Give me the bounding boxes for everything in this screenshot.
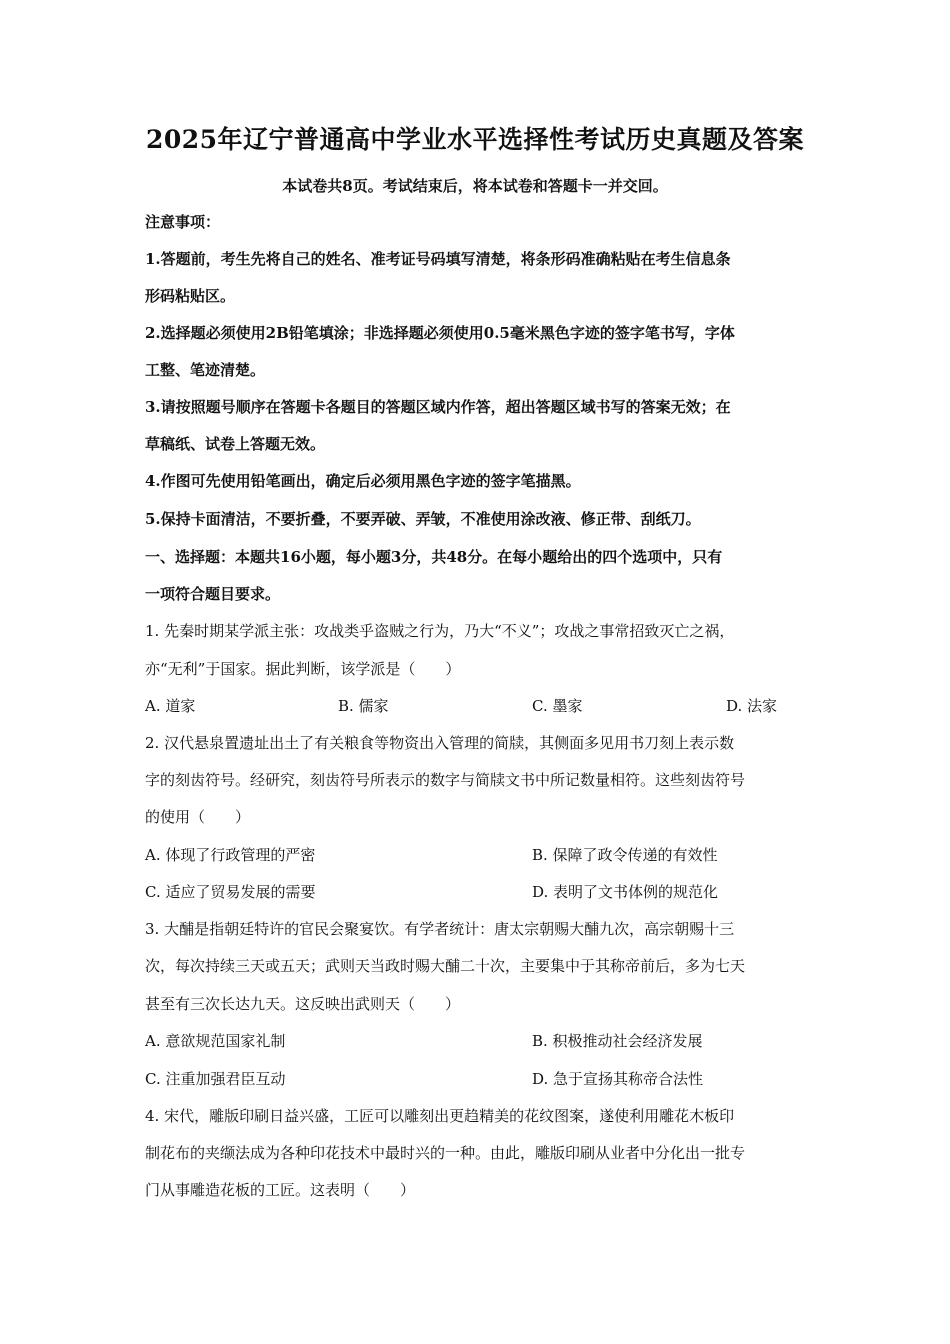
question-4-text: 门从事雕造花板的工匠。这表明（ ）	[145, 1181, 416, 1199]
question-1-option-b: B. 儒家	[338, 697, 389, 715]
question-2-option-a: A. 体现了行政管理的严密	[145, 846, 316, 864]
question-2-text: 2. 汉代悬泉置遗址出土了有关粮食等物资出入管理的简牍，其侧面多见用书刀刻上表示数	[145, 734, 735, 752]
question-3-option-b: B. 积极推动社会经济发展	[532, 1032, 703, 1050]
question-1-option-d: D. 法家	[726, 697, 778, 715]
notice-line: 4.作图可先使用铅笔画出，确定后必须用黑色字迹的签字笔描黑。	[145, 472, 581, 490]
notice-line: 5.保持卡面清洁，不要折叠，不要弄破、弄皱，不准使用涂改液、修正带、刮纸刀。	[145, 510, 701, 528]
question-3-option-d: D. 急于宣扬其称帝合法性	[532, 1070, 704, 1088]
question-3-option-a: A. 意欲规范国家礼制	[145, 1032, 286, 1050]
question-2-option-d: D. 表明了文书体例的规范化	[532, 883, 719, 901]
question-2-text: 字的刻齿符号。经研究，刻齿符号所表示的数字与简牍文书中所记数量相符。这些刻齿符号	[145, 771, 746, 789]
notice-line: 1.答题前，考生先将自己的姓名、准考证号码填写清楚，将条形码准确粘贴在考生信息条	[145, 250, 731, 268]
question-3-text: 次，每次持续三天或五天；武则天当政时赐大酺二十次，主要集中于其称帝前后，多为七天	[145, 957, 746, 975]
question-3-option-c: C. 注重加强君臣互动	[145, 1070, 286, 1088]
question-4-text: 制花布的夹缬法成为各种印花技术中最时兴的一种。由此，雕版印刷从业者中分化出一批专	[145, 1144, 746, 1162]
notice-heading: 注意事项：	[145, 213, 221, 231]
question-2-option-c: C. 适应了贸易发展的需要	[145, 883, 316, 901]
notice-line: 形码粘贴区。	[145, 287, 236, 305]
question-1-option-a: A. 道家	[145, 697, 196, 715]
section-heading: 一、选择题：本题共16小题，每小题3分，共48分。在每小题给出的四个选项中，只有	[145, 548, 723, 566]
question-1-option-c: C. 墨家	[532, 697, 583, 715]
notice-line: 2.选择题必须使用2B铅笔填涂；非选择题必须使用0.5毫米黑色字迹的签字笔书写，字体	[145, 324, 735, 342]
question-3-text: 3. 大酺是指朝廷特许的官民会聚宴饮。有学者统计：唐太宗朝赐大酺九次，高宗朝赐十三	[145, 920, 735, 938]
notice-line: 草稿纸、试卷上答题无效。	[145, 435, 326, 453]
notice-line: 3.请按照题号顺序在答题卡各题目的答题区域内作答，超出答题区域书写的答案无效；在	[145, 398, 731, 416]
question-1-text: 1. 先秦时期某学派主张：攻战类乎盗贼之行为，乃大“不义”；攻战之事常招致灭亡之祸，	[145, 622, 735, 640]
page-title: 2025年辽宁普通高中学业水平选择性考试历史真题及答案	[145, 125, 805, 154]
question-4-text: 4. 宋代，雕版印刷日益兴盛，工匠可以雕刻出更趋精美的花纹图案，遂使利用雕花木板印	[145, 1107, 735, 1125]
page-subtitle: 本试卷共8页。考试结束后，将本试卷和答题卡一并交回。	[282, 177, 668, 195]
section-heading: 一项符合题目要求。	[145, 585, 281, 603]
question-3-text: 甚至有三次长达九天。这反映出武则天（ ）	[145, 995, 461, 1013]
question-2-text: 的使用（ ）	[145, 808, 251, 826]
question-2-option-b: B. 保障了政令传递的有效性	[532, 846, 718, 864]
question-1-text: 亦“无利”于国家。据此判断，该学派是（ ）	[145, 660, 461, 678]
notice-line: 工整、笔迹清楚。	[145, 361, 266, 379]
